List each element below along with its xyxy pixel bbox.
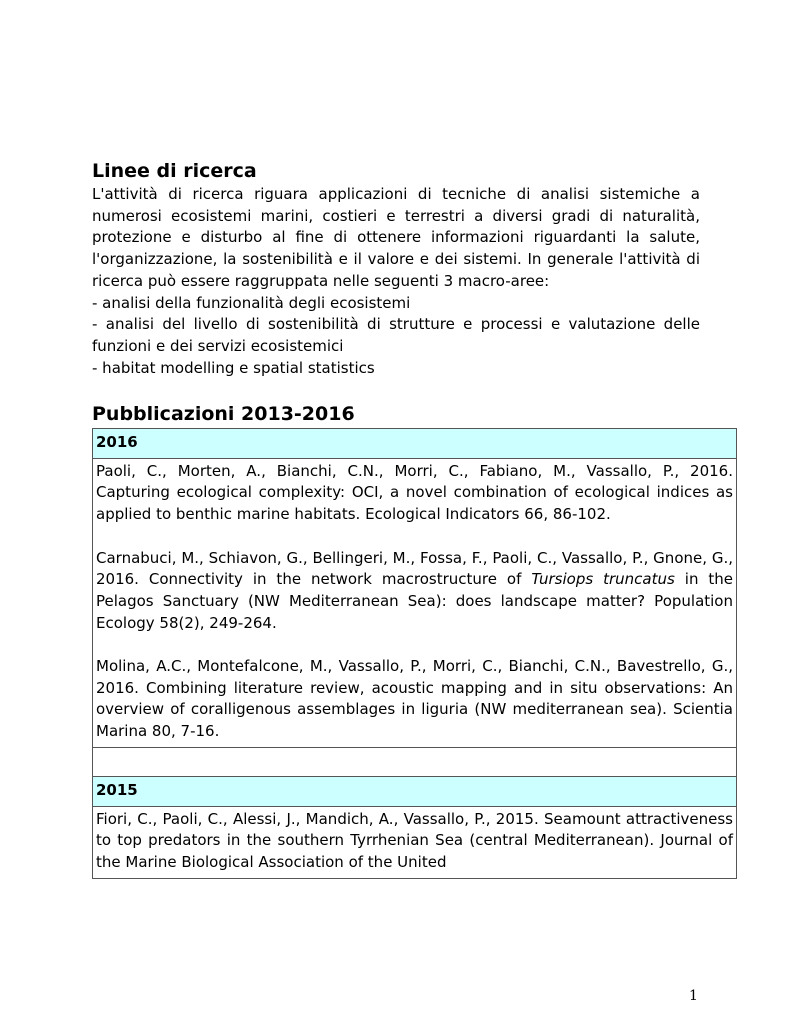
publications-heading: Pubblicazioni 2013-2016 [92,403,355,426]
research-area-item: - habitat modelling e spatial statistics [92,358,375,377]
research-area-item: - analisi del livello di sostenibilità di strutture e processi e valutazione delle funzioni e dei servizi ecosistemici [92,315,700,355]
references-row-2015 [93,806,737,878]
year-label-2015: 2015 [93,776,737,806]
research-paragraph: L'attività di ricerca riguara applicazioni di tecniche di analisi sistemiche a numerosi ecosistemi marini, costieri e terrestri a diversi gradi di naturalità, protezione e disturbo al fine di ottenere informazioni riguardanti la salute, l'organizzazione, la sostenibilità e il valore e dei sistemi. In generale l'attività di ricerca può essere raggruppata nelle seguenti 3 macro-aree: [92,185,700,290]
reference-entry: Paoli, C., Morten, A., Bianchi, C.N., Morri, C., Fabiano, M., Vassallo, P., 2016. Capturing ecological complexity: OCI, a novel combination of ecological indices as applied to benthic marine habitats. Ecological Indicators 66, 86-102. [96,461,733,524]
research-area-item: - analisi della funzionalità degli ecosistemi [92,293,411,312]
species-name: Tursiops truncatus [531,570,675,589]
reference-entry: Fiori, C., Paoli, C., Alessi, J., Mandich, A., Vassallo, P., 2015. Seamount attractiveness to top predators in the southern Tyrrhenian Sea (central Mediterranean). Journal of the Marine Biological Association of the United [96,809,733,871]
year-row-2016 [93,429,737,459]
reference-text: Carnabuci, M., Schiavon, G., Bellingeri, M., Fossa, F., Paoli, C., Vassallo, P., Gnone, G., 2016. Connectivity in the network macrostructure of [96,548,733,589]
research-heading: Linee di ricerca [92,160,257,182]
references-cell-2016 [93,458,737,747]
page-content [92,158,700,427]
references-cell-2015 [93,806,737,878]
references-row-2016 [93,458,737,747]
year-label-2016: 2016 [93,429,737,459]
spacer-cell [93,747,737,776]
year-row-2015 [93,776,737,806]
reference-entry: Molina, A.C., Montefalcone, M., Vassallo, P., Morri, C., Bianchi, C.N., Bavestrello, G., 2016. Combining literature review, acoustic mapping and in situ observations: An overview of coralligenous assemblages in liguria (NW mediterranean sea). Scientia Marina 80, 7-16. [96,657,733,741]
reference-text: in the Pelagos Sanctuary (NW Mediterranean Sea): does landscape matter? Population Ecology 58(2), 249-264. [96,570,734,632]
publications-table [92,428,737,879]
page-number: 1 [689,988,698,1004]
research-body [92,184,700,379]
reference-entry [96,548,733,635]
spacer-row [93,747,737,776]
